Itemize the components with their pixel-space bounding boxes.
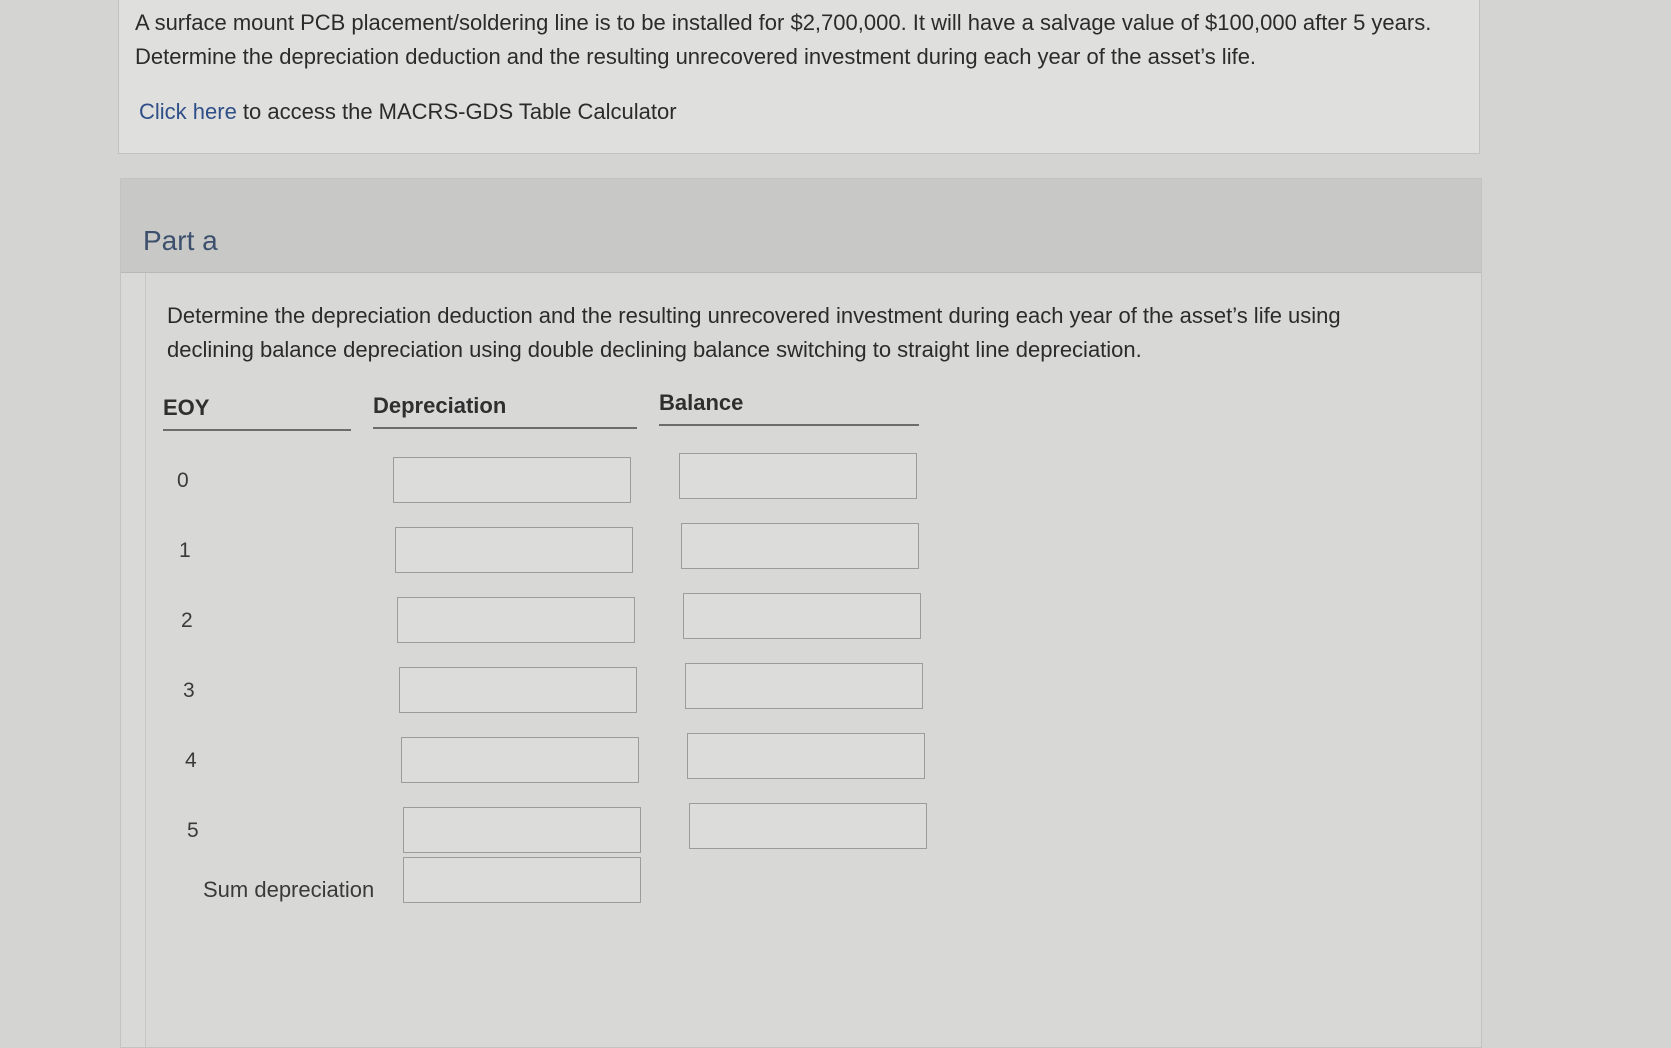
balance-input[interactable]	[679, 453, 917, 499]
depreciation-input[interactable]	[393, 457, 631, 503]
eoy-label: 0	[177, 469, 189, 492]
balance-input[interactable]	[689, 803, 927, 849]
sum-depreciation-input[interactable]	[403, 857, 641, 903]
eoy-label: 5	[187, 819, 199, 842]
question-card	[118, 0, 1480, 154]
eoy-label: 2	[181, 609, 193, 632]
calculator-line	[139, 98, 677, 126]
depreciation-input[interactable]	[395, 527, 633, 573]
depreciation-column-header: Depreciation	[373, 393, 637, 429]
balance-input[interactable]	[681, 523, 919, 569]
sum-depreciation-label: Sum depreciation	[203, 877, 375, 902]
macrs-calculator-link[interactable]: Click here	[139, 99, 237, 124]
part-a-card	[120, 178, 1482, 1048]
problem-statement: A surface mount PCB placement/soldering line is to be installed for $2,700,000. It will have a salvage value of $100,000 after 5 years. Determine the depreciation deduction and the resulting unrecovered investment during each year of the asset’s life.	[135, 10, 1432, 69]
depreciation-input[interactable]	[403, 807, 641, 853]
balance-input[interactable]	[687, 733, 925, 779]
part-a-title: Part a	[143, 225, 218, 256]
eoy-label: 1	[179, 539, 191, 562]
depreciation-input[interactable]	[399, 667, 637, 713]
depreciation-input[interactable]	[401, 737, 639, 783]
part-a-header	[121, 179, 1481, 273]
eoy-column-header: EOY	[163, 395, 351, 431]
part-a-instructions: Determine the depreciation deduction and the resulting unrecovered investment during each year of the asset’s life using declining balance depreciation using double declining balance switching to straight line depreciation.	[167, 303, 1341, 362]
eoy-label: 4	[185, 749, 197, 772]
eoy-label: 3	[183, 679, 195, 702]
balance-input[interactable]	[683, 593, 921, 639]
balance-column-header: Balance	[659, 390, 919, 426]
calculator-link-suffix: to access the MACRS-GDS Table Calculator	[236, 99, 677, 124]
depreciation-input[interactable]	[397, 597, 635, 643]
balance-input[interactable]	[685, 663, 923, 709]
